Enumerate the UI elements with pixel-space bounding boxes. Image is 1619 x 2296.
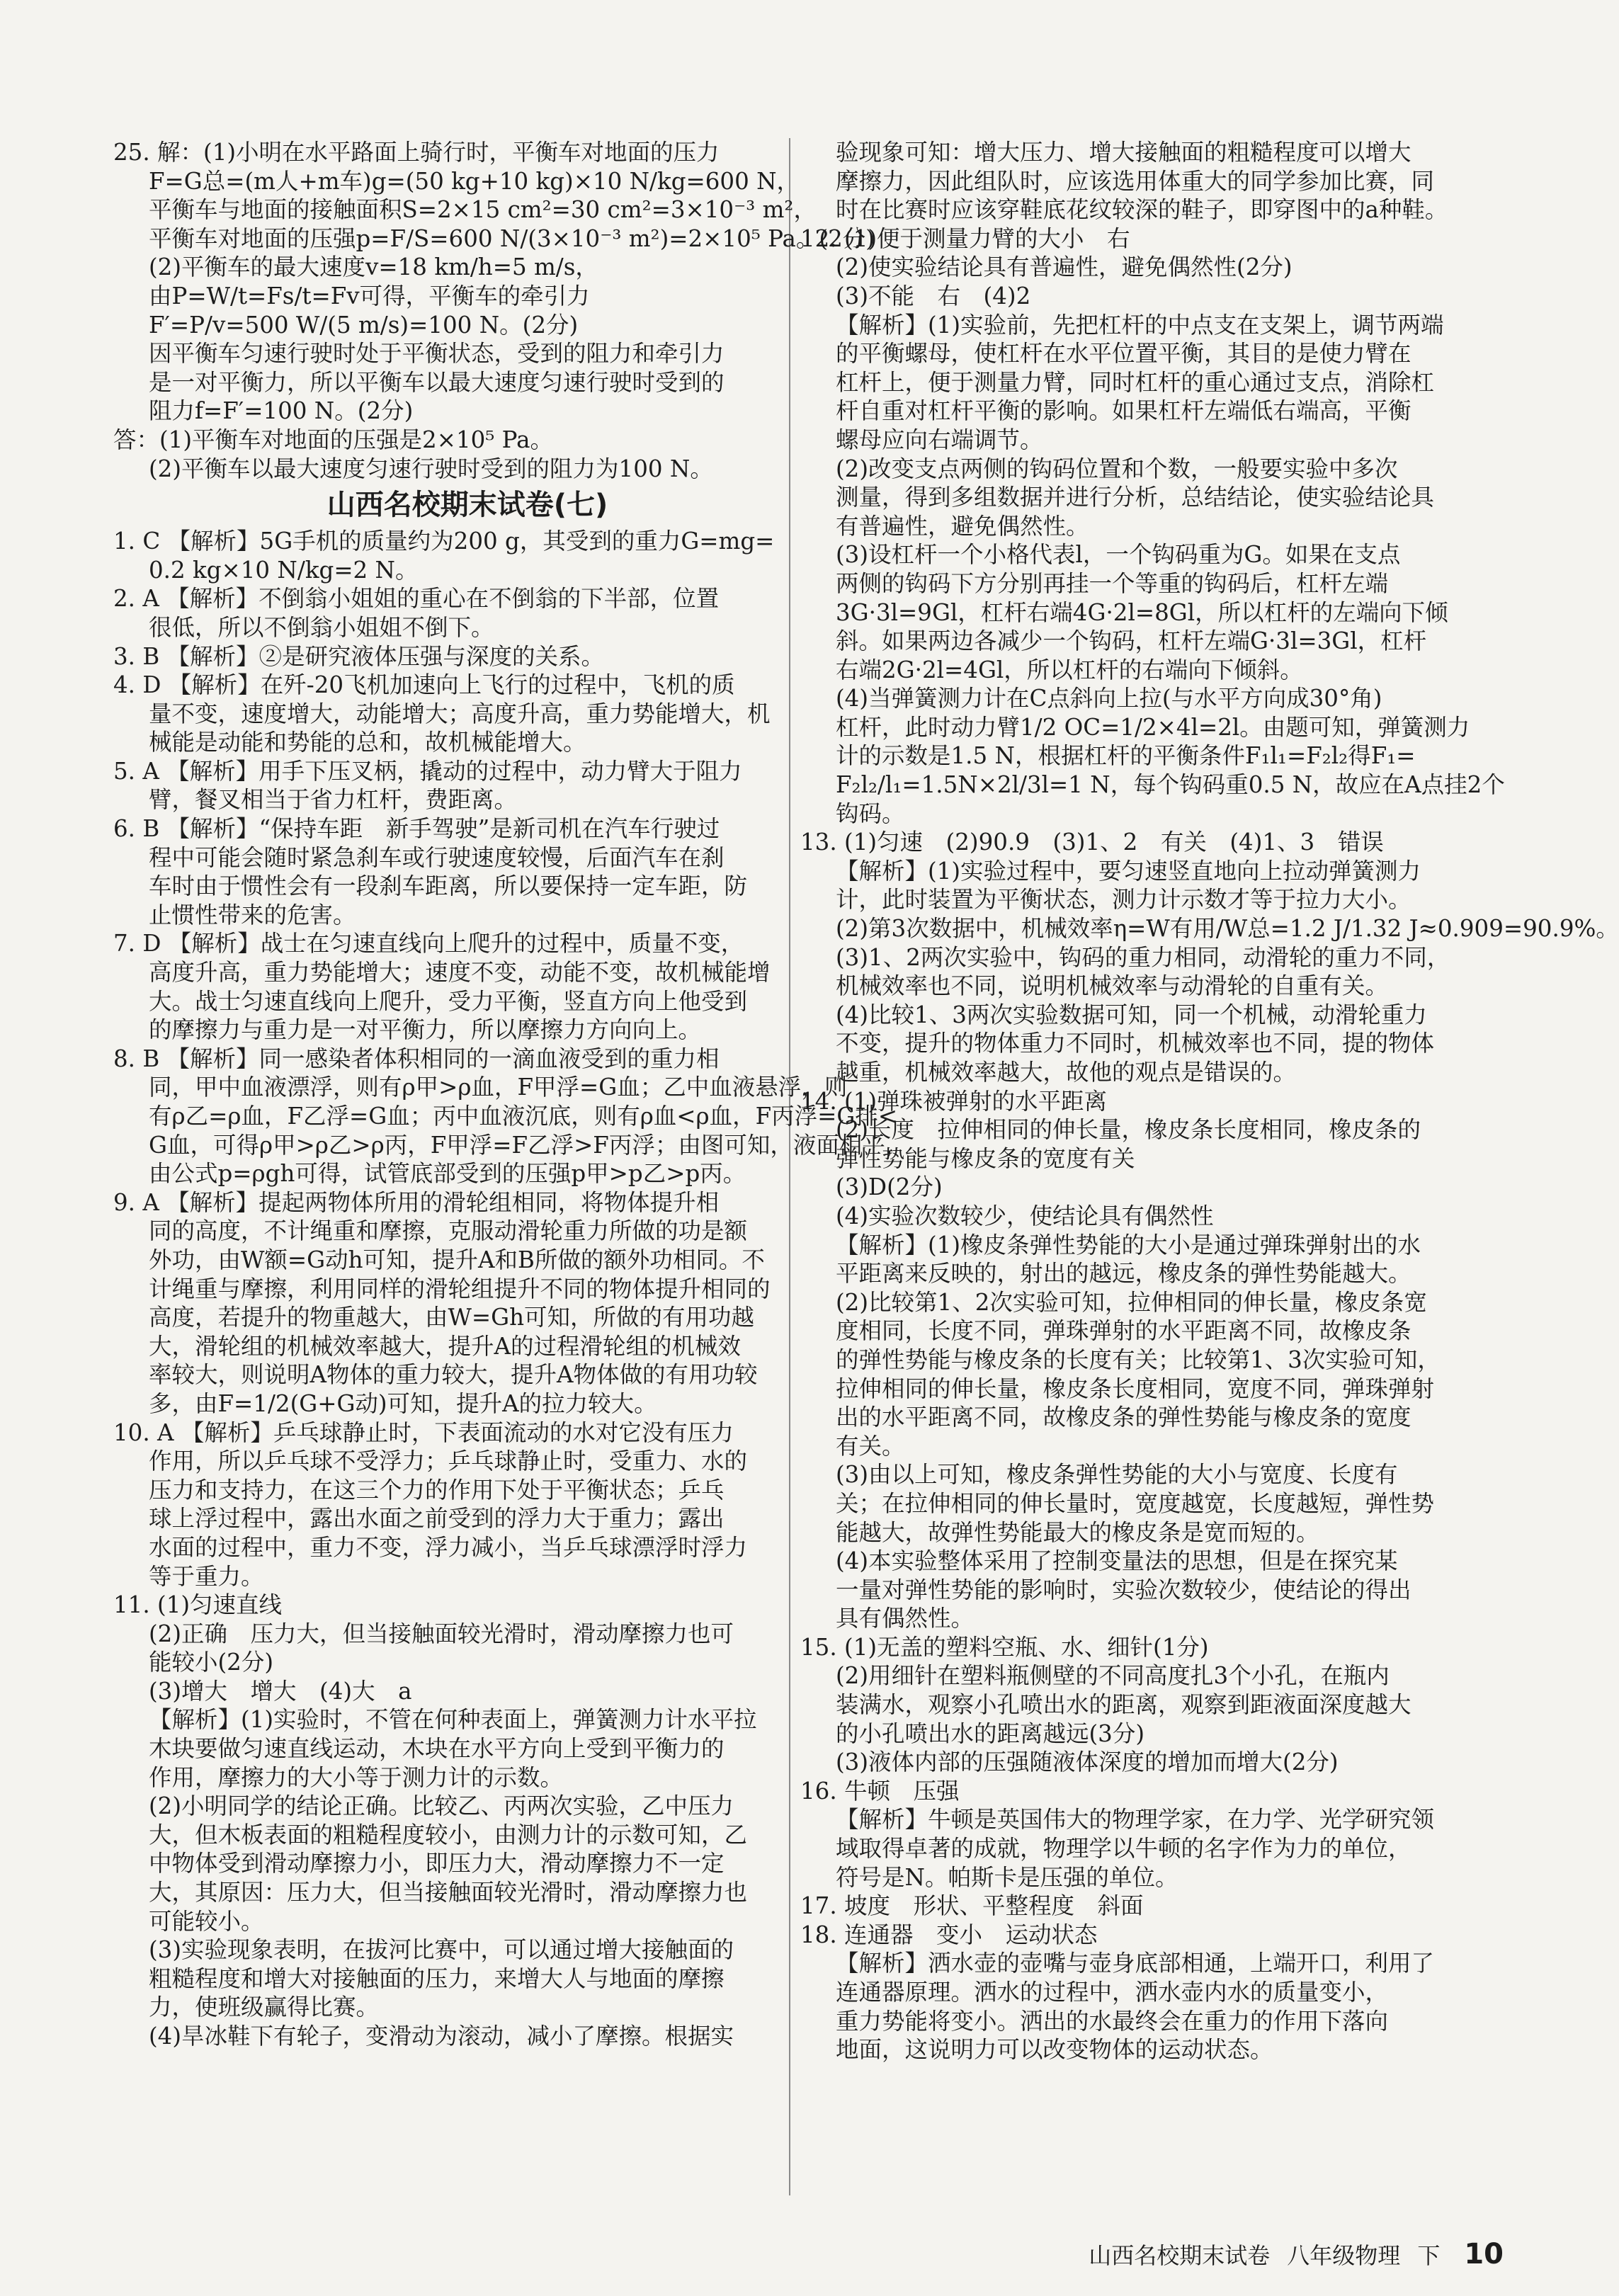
text-line: (3)由以上可知，橡皮条弹性势能的大小与宽度、长度有 bbox=[836, 1461, 1398, 1489]
text-line: 15. (1)无盖的塑料空瓶、水、细针(1分) bbox=[800, 1633, 1209, 1661]
text-line: 的小孔喷出水的距离越远(3分) bbox=[836, 1720, 1145, 1747]
text-line: (2)平衡车以最大速度匀速行驶时受到的阻力为100 N。 bbox=[149, 455, 713, 482]
text-line: 16. 牛顿 压强 bbox=[800, 1777, 960, 1805]
text-line: 很低，所以不倒翁小姐姐不倒下。 bbox=[149, 613, 494, 641]
text-line: 平衡车与地面的接触面积S=2×15 cm²=30 cm²=3×10⁻³ m²， bbox=[149, 196, 817, 224]
text-line: 8. B 【解析】同一感染者体积相同的一滴血液受到的重力相 bbox=[113, 1045, 720, 1072]
text-line: 时在比赛时应该穿鞋底花纹较深的鞋子，即穿图中的a种鞋。 bbox=[836, 196, 1448, 224]
text-line: (2)第3次数据中，机械效率η=W有用/W总=1.2 J/1.32 J≈0.909=90.9%。 bbox=[836, 915, 1619, 943]
text-line: 平衡车对地面的压强p=F/S=600 N/(3×10⁻³ m²)=2×10⁵ Pa。(2分) bbox=[149, 225, 875, 252]
text-line: (4)实验次数较少，使结论具有偶然性 bbox=[836, 1202, 1214, 1229]
text-line: 粗糙程度和增大对接触面的压力，来增大人与地面的摩擦 bbox=[149, 1965, 725, 1992]
text-line: (2)小明同学的结论正确。比较乙、丙两次实验，乙中压力 bbox=[149, 1792, 734, 1820]
text-line: 斜。如果两边各减少一个钩码，杠杆左端G·3l=3Gl，杠杆 bbox=[836, 627, 1427, 655]
text-line: (2)比较第1、2次实验可知，拉伸相同的伸长量，橡皮条宽 bbox=[836, 1288, 1427, 1316]
text-line: 10. A 【解析】乒乓球静止时，下表面流动的水对它没有压力 bbox=[113, 1419, 734, 1446]
text-line: (2)长度 拉伸相同的伸长量，橡皮条长度相同，橡皮条的 bbox=[836, 1116, 1421, 1144]
text-line: 大，但木板表面的粗糙程度较小，由测力计的示数可知，乙 bbox=[149, 1821, 748, 1848]
text-line: (3)1、2两次实验中，钩码的重力相同，动滑轮的重力不同， bbox=[836, 943, 1450, 971]
text-line: 车时由于惯性会有一段刹车距离，所以要保持一定车距，防 bbox=[149, 873, 748, 900]
text-line: 度相同，长度不同，弹珠弹射的水平距离不同，故橡皮条 bbox=[836, 1317, 1411, 1345]
text-line: 械能是动能和势能的总和，故机械能增大。 bbox=[149, 729, 586, 756]
text-line: 连通器原理。洒水的过程中，洒水壶内水的质量变小， bbox=[836, 1979, 1389, 2006]
text-line: (2)平衡车的最大速度v=18 km/h=5 m/s， bbox=[149, 254, 598, 281]
text-line: 【解析】(1)橡皮条弹性势能的大小是通过弹珠弹射出的水 bbox=[836, 1231, 1421, 1258]
text-line: 地面，这说明力可以改变物体的运动状态。 bbox=[836, 2036, 1273, 2064]
text-line: (4)比较1、3两次实验数据可知，同一个机械，动滑轮重力 bbox=[836, 1001, 1427, 1028]
text-line: 由公式p=ρgh可得，试管底部受到的压强p甲>p乙>p丙。 bbox=[149, 1160, 746, 1188]
text-line: 球上浮过程中，露出水面之前受到的浮力大于重力；露出 bbox=[149, 1505, 725, 1533]
text-line: 因平衡车匀速行驶时处于平衡状态，受到的阻力和牵引力 bbox=[149, 340, 725, 368]
text-line: 钩码。 bbox=[836, 800, 905, 827]
text-line: 关；在拉伸相同的伸长量时，宽度越宽，长度越短，弹性势 bbox=[836, 1489, 1435, 1517]
text-line: 的弹性势能与橡皮条的长度有关；比较第1、3次实验可知， bbox=[836, 1346, 1441, 1373]
text-line: 中物体受到滑动摩擦力小，即压力大，滑动摩擦力不一定 bbox=[149, 1850, 725, 1877]
text-line: 拉伸相同的伸长量，橡皮条长度相同，宽度不同，弹珠弹射 bbox=[836, 1375, 1435, 1402]
text-line: 能较小(2分) bbox=[149, 1649, 274, 1676]
text-line: 有ρ乙=ρ血，F乙浮=G血；丙中血液沉底，则有ρ血<ρ血，F丙浮=G排< bbox=[149, 1103, 898, 1130]
text-line: 木块要做匀速直线运动，木块在水平方向上受到平衡力的 bbox=[149, 1735, 725, 1763]
text-line: (2)使实验结论具有普遍性，避免偶然性(2分) bbox=[836, 254, 1293, 281]
text-line: (3)设杠杆一个小格代表l，一个钩码重为G。如果在支点 bbox=[836, 541, 1401, 569]
text-line: 平距离来反映的，射出的越远，橡皮条的弹性势能越大。 bbox=[836, 1260, 1411, 1288]
text-line: 出的水平距离不同，故橡皮条的弹性势能与橡皮条的宽度 bbox=[836, 1404, 1411, 1431]
text-line: 11. (1)匀速直线 bbox=[113, 1591, 283, 1619]
text-line: 压力和支持力，在这三个力的作用下处于平衡状态；乒乓 bbox=[149, 1476, 725, 1504]
text-line: G血，可得ρ甲>ρ乙>ρ丙，F甲浮=F乙浮>F丙浮；由图可知，液面相平， bbox=[149, 1131, 909, 1159]
text-line: 12. (1)便于测量力臂的大小 右 bbox=[800, 225, 1130, 252]
footer-subject: 八年级物理 bbox=[1287, 2242, 1401, 2269]
text-line: 具有偶然性。 bbox=[836, 1605, 975, 1632]
text-line: (2)正确 压力大，但当接触面较光滑时，滑动摩擦力也可 bbox=[149, 1620, 734, 1647]
page-footer bbox=[1089, 2238, 1504, 2271]
text-line: 25. 解：(1)小明在水平路面上骑行时，平衡车对地面的压力 bbox=[113, 139, 720, 166]
text-line: 由P=W/t=Fs/t=Fv可得，平衡车的牵引力 bbox=[149, 282, 590, 309]
text-line: 作用，摩擦力的大小等于测力计的示数。 bbox=[149, 1763, 564, 1791]
text-line: 高度升高，重力势能增大；速度不变，动能不变，故机械能增 bbox=[149, 959, 771, 987]
text-line: 大，滑轮组的机械效率越大，提升A的过程滑轮组的机械效 bbox=[149, 1332, 741, 1360]
text-line: 5. A 【解析】用手下压叉柄，撬动的过程中，动力臂大于阻力 bbox=[113, 757, 742, 785]
section-title: 山西名校期末试卷(七) bbox=[326, 489, 608, 522]
text-line: 量不变，速度增大，动能增大；高度升高，重力势能增大，机 bbox=[149, 700, 771, 727]
text-line: 力，使班级赢得比赛。 bbox=[149, 1994, 380, 2021]
text-line: (3)增大 增大 (4)大 a bbox=[149, 1677, 412, 1705]
footer-volume: 下 bbox=[1417, 2242, 1441, 2269]
text-line: 的摩擦力与重力是一对平衡力，所以摩擦力方向向上。 bbox=[149, 1016, 702, 1044]
text-line: 有普遍性，避免偶然性。 bbox=[836, 512, 1089, 540]
text-line: 率较大，则说明A物体的重力较大，提升A物体做的有用功较 bbox=[149, 1361, 758, 1389]
text-line: 【解析】(1)实验时，不管在何种表面上，弹簧测力计水平拉 bbox=[149, 1706, 757, 1734]
text-line: 计的示数是1.5 N，根据杠杆的平衡条件F₁l₁=F₂l₂得F₁= bbox=[836, 742, 1416, 770]
text-line: 是一对平衡力，所以平衡车以最大速度匀速行驶时受到的 bbox=[149, 368, 725, 396]
text-line: 计，此时装置为平衡状态，测力计示数才等于拉力大小。 bbox=[836, 886, 1411, 914]
text-line: 阻力f=F′=100 N。(2分) bbox=[149, 397, 414, 425]
text-line: 重力势能将变小。洒出的水最终会在重力的作用下落向 bbox=[836, 2007, 1389, 2035]
text-line: F′=P/v=500 W/(5 m/s)=100 N。(2分) bbox=[149, 311, 579, 339]
text-line: 右端2G·2l=4Gl，所以杠杆的右端向下倾斜。 bbox=[836, 656, 1303, 683]
text-line: 一量对弹性势能的影响时，实验次数较少，使结论的得出 bbox=[836, 1576, 1411, 1603]
text-line: 大，其原因：压力大，但当接触面较光滑时，滑动摩擦力也 bbox=[149, 1879, 748, 1906]
text-line: F=G总=(m人+m车)g=(50 kg+10 kg)×10 N/kg=600 N， bbox=[149, 167, 800, 195]
text-line: 6. B 【解析】“保持车距 新手驾驶”是新司机在汽车行驶过 bbox=[113, 815, 720, 843]
text-line: 计绳重与摩擦，利用同样的滑轮组提升不同的物体提升相同的 bbox=[149, 1275, 771, 1302]
text-line: 装满水，观察小孔喷出水的距离，观察到距液面深度越大 bbox=[836, 1691, 1411, 1719]
text-line: (4)当弹簧测力计在C点斜向上拉(与水平方向成30°角) bbox=[836, 685, 1382, 712]
text-line: 域取得卓著的成就，物理学以牛顿的名字作为力的单位， bbox=[836, 1835, 1411, 1863]
column-divider bbox=[789, 138, 790, 2195]
text-line: (3)实验现象表明，在拔河比赛中，可以通过增大接触面的 bbox=[149, 1936, 734, 1964]
text-line: 程中可能会随时紧急刹车或行驶速度较慢，后面汽车在刹 bbox=[149, 843, 725, 871]
text-line: 杆自重对杠杆平衡的影响。如果杠杆左端低右端高，平衡 bbox=[836, 397, 1411, 425]
text-line: (4)旱冰鞋下有轮子，变滑动为滚动，减小了摩擦。根据实 bbox=[149, 2023, 734, 2050]
text-line: 1. C 【解析】5G手机的质量约为200 g，其受到的重力G=mg= bbox=[113, 528, 775, 555]
text-line: 止惯性带来的危害。 bbox=[149, 901, 356, 928]
text-line: 高度，若提升的物重越大，由W=Gh可知，所做的有用功越 bbox=[149, 1304, 755, 1331]
text-line: 外功，由W额=G动h可知，提升A和B所做的额外功相同。不 bbox=[149, 1246, 765, 1273]
text-line: 2. A 【解析】不倒翁小姐姐的重心在不倒翁的下半部，位置 bbox=[113, 585, 720, 613]
text-line: 摩擦力，因此组队时，应该选用体重大的同学参加比赛，同 bbox=[836, 167, 1435, 195]
right-column bbox=[800, 138, 1619, 2064]
text-line: (4)本实验整体采用了控制变量法的思想，但是在探究某 bbox=[836, 1547, 1398, 1575]
text-line: 多，由F=1/2(G+G动)可知，提升A的拉力较大。 bbox=[149, 1389, 657, 1417]
text-line: 机械效率也不同，说明机械效率与动滑轮的自重有关。 bbox=[836, 972, 1389, 1000]
text-line: 测量，得到多组数据并进行分析，总结结论，使实验结论具 bbox=[836, 484, 1435, 511]
text-line: 9. A 【解析】提起两物体所用的滑轮组相同，将物体提升相 bbox=[113, 1188, 720, 1216]
text-line: 【解析】牛顿是英国伟大的物理学家，在力学、光学研究领 bbox=[836, 1806, 1435, 1834]
text-line: 符号是N。帕斯卡是压强的单位。 bbox=[836, 1863, 1178, 1891]
text-line: 不变，提升的物体重力不同时，机械效率也不同，提的物体 bbox=[836, 1030, 1435, 1057]
text-line: 作用，所以乒乓球不受浮力；乒乓球静止时，受重力、水的 bbox=[149, 1448, 748, 1475]
text-line: 螺母应向右端调节。 bbox=[836, 426, 1043, 453]
text-line: 13. (1)匀速 (2)90.9 (3)1、2 有关 (4)1、3 错误 bbox=[800, 829, 1384, 856]
text-line: 大。战士匀速直线向上爬升，受力平衡，竖直方向上他受到 bbox=[149, 987, 748, 1015]
text-line: 能越大，故弹性势能最大的橡皮条是宽而短的。 bbox=[836, 1518, 1319, 1546]
text-line: 水面的过程中，重力不变，浮力减小，当乒乓球漂浮时浮力 bbox=[149, 1533, 748, 1561]
text-line: 0.2 kg×10 N/kg=2 N。 bbox=[149, 556, 419, 584]
text-line: 【解析】洒水壶的壶嘴与壶身底部相通，上端开口，利用了 bbox=[836, 1950, 1435, 1977]
text-line: 验现象可知：增大压力、增大接触面的粗糙程度可以增大 bbox=[836, 139, 1411, 166]
page-number: 10 bbox=[1464, 2238, 1504, 2271]
text-line: 【解析】(1)实验过程中，要匀速竖直地向上拉动弹簧测力 bbox=[836, 857, 1421, 885]
text-line: 3. B 【解析】②是研究液体压强与深度的关系。 bbox=[113, 642, 605, 670]
text-line: (3)D(2分) bbox=[836, 1173, 943, 1201]
text-line: 【解析】(1)实验前，先把杠杆的中点支在支架上，调节两端 bbox=[836, 311, 1444, 339]
text-line: 7. D 【解析】战士在匀速直线向上爬升的过程中，质量不变， bbox=[113, 930, 744, 957]
text-line: 17. 坡度 形状、平整程度 斜面 bbox=[800, 1892, 1144, 1920]
text-line: 的平衡螺母，使杠杆在水平位置平衡，其目的是使力臂在 bbox=[836, 340, 1411, 368]
text-line: 杠杆上，便于测量力臂，同时杠杆的重心通过支点，消除杠 bbox=[836, 368, 1435, 396]
text-line: 18. 连通器 变小 运动状态 bbox=[800, 1921, 1098, 1948]
text-line: (2)用细针在塑料瓶侧壁的不同高度扎3个小孔，在瓶内 bbox=[836, 1662, 1390, 1690]
text-line: 同，甲中血液漂浮，则有ρ甲>ρ血，F甲浮=G血；乙中血液悬浮，则 bbox=[149, 1074, 848, 1101]
text-line: 14. (1)弹珠被弹射的水平距离 bbox=[800, 1087, 1108, 1115]
text-line: F₂l₂/l₁=1.5N×2l/3l=1 N，每个钩码重0.5 N，故应在A点挂2个 bbox=[836, 771, 1505, 799]
text-line: 臂，餐叉相当于省力杠杆，费距离。 bbox=[149, 786, 518, 814]
text-line: 可能较小。 bbox=[149, 1907, 264, 1935]
text-line: 越重，机械效率越大，故他的观点是错误的。 bbox=[836, 1059, 1297, 1086]
text-line: 弹性势能与橡皮条的宽度有关 bbox=[836, 1144, 1135, 1172]
text-line: 4. D 【解析】在歼-20飞机加速向上飞行的过程中，飞机的质 bbox=[113, 671, 735, 699]
text-line: 等于重力。 bbox=[149, 1562, 264, 1590]
text-line: 两侧的钩码下方分别再挂一个等重的钩码后，杠杆左端 bbox=[836, 569, 1389, 597]
footer-book-title: 山西名校期末试卷 bbox=[1089, 2242, 1271, 2269]
text-line: 杠杆，此时动力臂1/2 OC=1/2×4l=2l。由题可知，弹簧测力 bbox=[836, 713, 1470, 741]
text-line: 答：(1)平衡车对地面的压强是2×10⁵ Pa。 bbox=[113, 426, 553, 453]
text-line: 3G·3l=9Gl，杠杆右端4G·2l=8Gl，所以杠杆的左端向下倾 bbox=[836, 598, 1448, 626]
text-line: 有关。 bbox=[836, 1432, 905, 1460]
text-line: (3)液体内部的压强随液体深度的增加而增大(2分) bbox=[836, 1749, 1339, 1776]
text-line: (3)不能 右 (4)2 bbox=[836, 282, 1031, 309]
text-line: (2)改变支点两侧的钩码位置和个数，一般要实验中多次 bbox=[836, 455, 1398, 482]
text-line: 同的高度，不计绳重和摩擦，克服动滑轮重力所做的功是额 bbox=[149, 1217, 748, 1245]
